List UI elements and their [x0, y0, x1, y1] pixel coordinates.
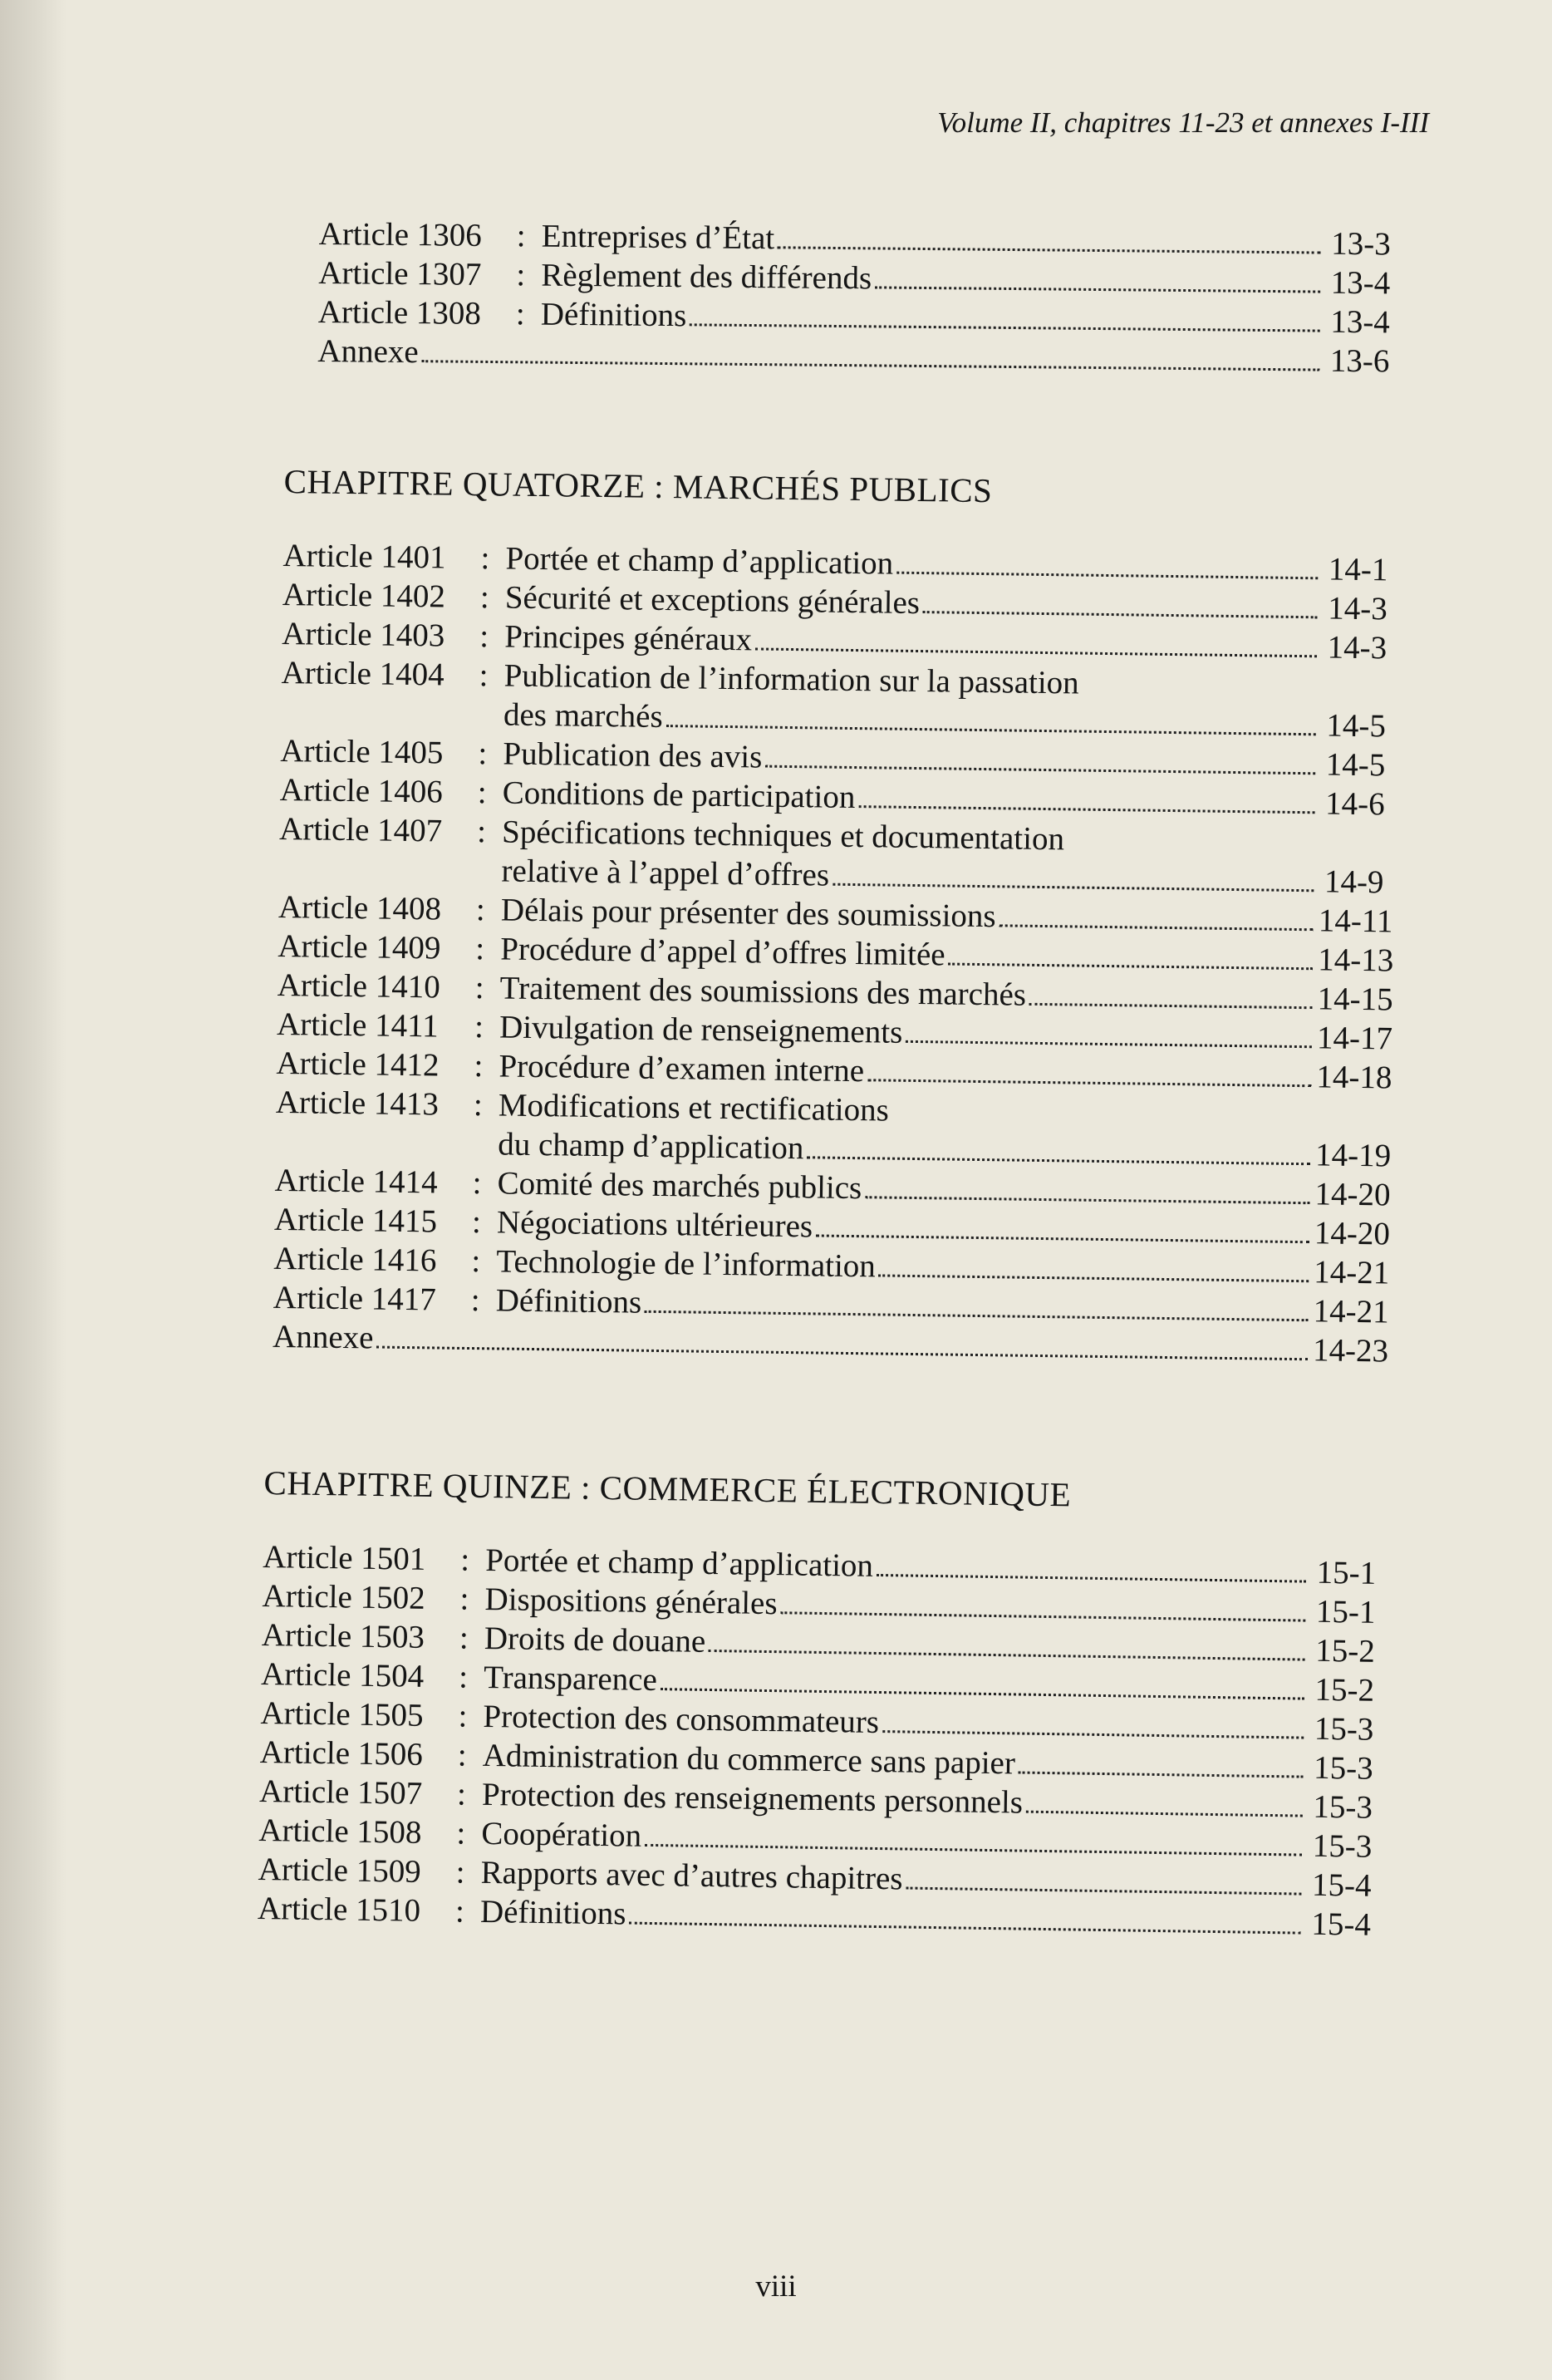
article-label: Article 1406	[279, 771, 444, 810]
page-reference: 14-3	[1328, 590, 1388, 627]
entry-separator: :	[470, 1282, 480, 1319]
article-label: Article 1405	[280, 732, 444, 771]
entry-separator: :	[478, 735, 488, 772]
entry-separator: :	[477, 774, 487, 811]
entry-title: Divulgation de renseignements	[499, 1009, 903, 1050]
article-label: Article 1403	[282, 615, 445, 654]
article-label: Article 1410	[277, 966, 441, 1006]
page-reference: 15-1	[1316, 1554, 1377, 1591]
dot-leaders	[879, 1274, 1309, 1282]
dot-leaders	[896, 572, 1318, 580]
entry-separator: :	[474, 1048, 484, 1084]
entry-separator: :	[516, 218, 526, 254]
page-reference: 13-4	[1330, 303, 1391, 341]
page-reference: 15-2	[1314, 1671, 1375, 1709]
entry-separator: :	[455, 1854, 465, 1891]
dot-leaders	[1026, 1811, 1303, 1817]
dot-leaders	[867, 1079, 1311, 1087]
page-reference: 14-21	[1314, 1254, 1390, 1291]
entry-title: Technologie de l’information	[496, 1243, 877, 1285]
entry-separator: :	[476, 814, 487, 850]
entry-title: Principes généraux	[503, 618, 753, 658]
page-reference: 14-18	[1316, 1059, 1392, 1096]
entry-title: Définitions	[495, 1282, 642, 1320]
article-label: Article 1501	[262, 1538, 426, 1577]
entry-separator: :	[456, 1815, 466, 1851]
page-reference: 13-6	[1329, 342, 1390, 380]
article-label: Article 1402	[282, 576, 446, 615]
entry-title: Définitions	[540, 296, 687, 334]
entry-title: Transparence	[483, 1659, 658, 1699]
dot-leaders	[807, 1156, 1310, 1165]
dot-leaders	[923, 611, 1318, 618]
entry-title: Coopération	[481, 1815, 642, 1854]
entry-separator: :	[480, 540, 490, 577]
dot-leaders	[1029, 1003, 1313, 1009]
page-reference: 15-4	[1311, 1905, 1372, 1943]
entry-title: Règlement des différends	[541, 257, 872, 297]
dot-leaders	[875, 286, 1320, 293]
dot-leaders	[422, 360, 1320, 371]
dot-leaders	[755, 647, 1317, 657]
page-reference: 13-4	[1330, 264, 1391, 302]
dot-leaders	[865, 1196, 1309, 1204]
entry-separator: :	[475, 892, 486, 928]
page-reference: 14-20	[1314, 1176, 1391, 1213]
article-label: Article 1417	[273, 1279, 437, 1318]
page-reference: 14-5	[1326, 707, 1387, 745]
article-label: Article 1401	[282, 537, 446, 576]
entry-title: Rapports avec d’autres chapitres	[480, 1854, 903, 1897]
entry-separator: :	[459, 1542, 470, 1578]
page-reference: 14-11	[1318, 902, 1393, 940]
entry-title: des marchés	[503, 696, 663, 735]
toc-section-chapter-13-continued	[317, 214, 1391, 381]
entry-title: Définitions	[479, 1893, 626, 1932]
dot-leaders	[376, 1346, 1308, 1361]
article-label: Article 1411	[276, 1006, 439, 1045]
dot-leaders	[645, 1310, 1308, 1321]
entry-title: Procédure d’examen interne	[499, 1048, 865, 1089]
entry-separator: :	[479, 618, 489, 655]
dot-leaders	[948, 963, 1313, 971]
dot-leaders	[877, 1574, 1306, 1583]
entry-title: Publication des avis	[503, 735, 763, 775]
article-label: Annexe	[317, 332, 419, 371]
article-label: Article 1507	[258, 1773, 423, 1812]
entry-separator: :	[471, 1243, 481, 1280]
article-label: Article 1409	[277, 927, 441, 966]
dot-leaders	[816, 1234, 1309, 1243]
article-label: Article 1506	[259, 1733, 424, 1773]
page-reference: 14-17	[1316, 1020, 1393, 1057]
page-reference: 15-2	[1314, 1632, 1376, 1669]
article-label: Article 1509	[258, 1851, 422, 1890]
entry-separator: :	[459, 1581, 469, 1617]
page-reference: 15-3	[1314, 1710, 1374, 1748]
page-reference: 14-9	[1324, 863, 1384, 901]
entry-title: Protection des consommateurs	[483, 1698, 880, 1741]
running-header: Volume II, chapitres 11-23 et annexes I-III	[937, 106, 1429, 139]
dot-leaders	[765, 765, 1315, 775]
article-label: Annexe	[272, 1318, 374, 1356]
page-reference: 14-6	[1324, 785, 1385, 823]
entry-title: Publication de l’information sur la passation	[503, 657, 1079, 701]
dot-leaders	[1019, 1772, 1304, 1778]
page-reference: 13-3	[1331, 225, 1391, 263]
dot-leaders	[661, 1688, 1304, 1700]
article-label: Article 1416	[273, 1240, 437, 1279]
article-label: Article 1502	[262, 1577, 425, 1616]
entry-separator: :	[479, 657, 489, 694]
article-label: Article 1308	[317, 293, 482, 332]
article-label: Article 1414	[274, 1162, 438, 1201]
entry-separator: :	[471, 1204, 482, 1241]
article-label: Article 1413	[275, 1084, 440, 1123]
article-label: Article 1408	[277, 888, 442, 927]
article-label: Article 1503	[261, 1616, 425, 1655]
article-label: Article 1307	[318, 254, 482, 293]
dot-leaders	[832, 883, 1314, 893]
page-reference: 15-4	[1311, 1866, 1372, 1904]
entry-separator: :	[472, 1165, 482, 1202]
article-label: Article 1504	[260, 1655, 425, 1694]
dot-leaders	[906, 1887, 1301, 1896]
entry-title: Spécifications techniques et documentation	[501, 814, 1065, 858]
article-label: Article 1508	[258, 1812, 422, 1851]
entry-title: Protection des renseignements personnels	[481, 1776, 1024, 1821]
entry-separator: :	[457, 1737, 467, 1773]
entry-separator: :	[479, 579, 490, 616]
article-label: Article 1415	[273, 1201, 438, 1240]
entry-separator: :	[458, 1698, 468, 1734]
dot-leaders	[778, 246, 1321, 253]
entry-title: Délais pour présenter des soumissions	[500, 892, 996, 935]
page-reference: 15-3	[1313, 1788, 1373, 1826]
page-reference: 14-20	[1314, 1215, 1391, 1252]
entry-title: relative à l’appel d’offres	[501, 853, 830, 893]
entry-separator: :	[474, 970, 484, 1006]
entry-title: Comité des marchés publics	[497, 1165, 862, 1207]
dot-leaders	[882, 1730, 1304, 1739]
toc-section-chapter-15	[258, 1463, 1378, 1945]
entry-title: Modifications et rectifications	[498, 1087, 890, 1129]
entry-title: Administration du commerce sans papier	[482, 1737, 1016, 1782]
entry-title: Dispositions générales	[484, 1581, 778, 1622]
entry-title: Négociations ultérieures	[496, 1204, 813, 1245]
dot-leaders	[629, 1922, 1300, 1935]
entry-title: Conditions de participation	[502, 774, 856, 816]
dot-leaders	[780, 1611, 1305, 1621]
entry-title: Sécurité et exceptions générales	[504, 579, 921, 622]
entry-separator: :	[454, 1893, 465, 1930]
entry-title: Entreprises d’État	[541, 218, 775, 257]
page-reference: 14-1	[1328, 551, 1388, 588]
page-reference: 15-3	[1312, 1827, 1373, 1865]
toc-section-chapter-14	[272, 461, 1394, 1370]
page-reference: 14-5	[1325, 746, 1386, 784]
page-reference: 14-23	[1312, 1332, 1389, 1369]
dot-leaders	[999, 924, 1313, 931]
page-reference: 15-1	[1315, 1593, 1376, 1630]
entry-separator: :	[515, 296, 525, 332]
page-number: viii	[755, 2269, 797, 2304]
entry-title: Procédure d’appel d’offres limitée	[500, 931, 945, 973]
entry-separator: :	[456, 1776, 467, 1812]
page-reference: 14-19	[1314, 1137, 1392, 1174]
dot-leaders	[709, 1650, 1305, 1661]
dot-leaders	[690, 323, 1320, 332]
entry-separator: :	[473, 1087, 484, 1124]
article-label: Article 1306	[318, 215, 483, 253]
entry-title: Droits de douane	[484, 1620, 706, 1660]
page-reference: 14-21	[1313, 1293, 1389, 1330]
entry-separator: :	[458, 1659, 469, 1695]
page-reference: 14-13	[1317, 942, 1394, 979]
chapter-title: CHAPITRE QUINZE : COMMERCE ÉLECTRONIQUE	[263, 1463, 1072, 1514]
article-label: Article 1412	[276, 1045, 440, 1084]
page-reference: 14-15	[1317, 981, 1393, 1018]
page-reference: 15-3	[1313, 1749, 1374, 1787]
article-label: Article 1404	[281, 654, 444, 693]
chapter-title: CHAPITRE QUATORZE : MARCHÉS PUBLICS	[283, 461, 993, 510]
article-label: Article 1510	[257, 1890, 421, 1929]
dot-leaders	[645, 1844, 1302, 1856]
page-reference: 14-3	[1327, 629, 1387, 666]
dot-leaders	[666, 725, 1316, 735]
dot-leaders	[858, 805, 1314, 814]
article-label: Article 1407	[278, 810, 443, 849]
entry-title: Portée et champ d’application	[505, 540, 894, 582]
entry-separator: :	[475, 931, 485, 967]
dot-leaders	[906, 1040, 1312, 1048]
entry-title: Portée et champ d’application	[484, 1542, 874, 1584]
entry-title: du champ d’application	[497, 1126, 804, 1167]
entry-separator: :	[474, 1009, 484, 1045]
article-label: Article 1505	[260, 1694, 424, 1733]
entry-title: Traitement des soumissions des marchés	[499, 970, 1027, 1013]
entry-separator: :	[516, 257, 526, 293]
entry-separator: :	[459, 1620, 469, 1656]
